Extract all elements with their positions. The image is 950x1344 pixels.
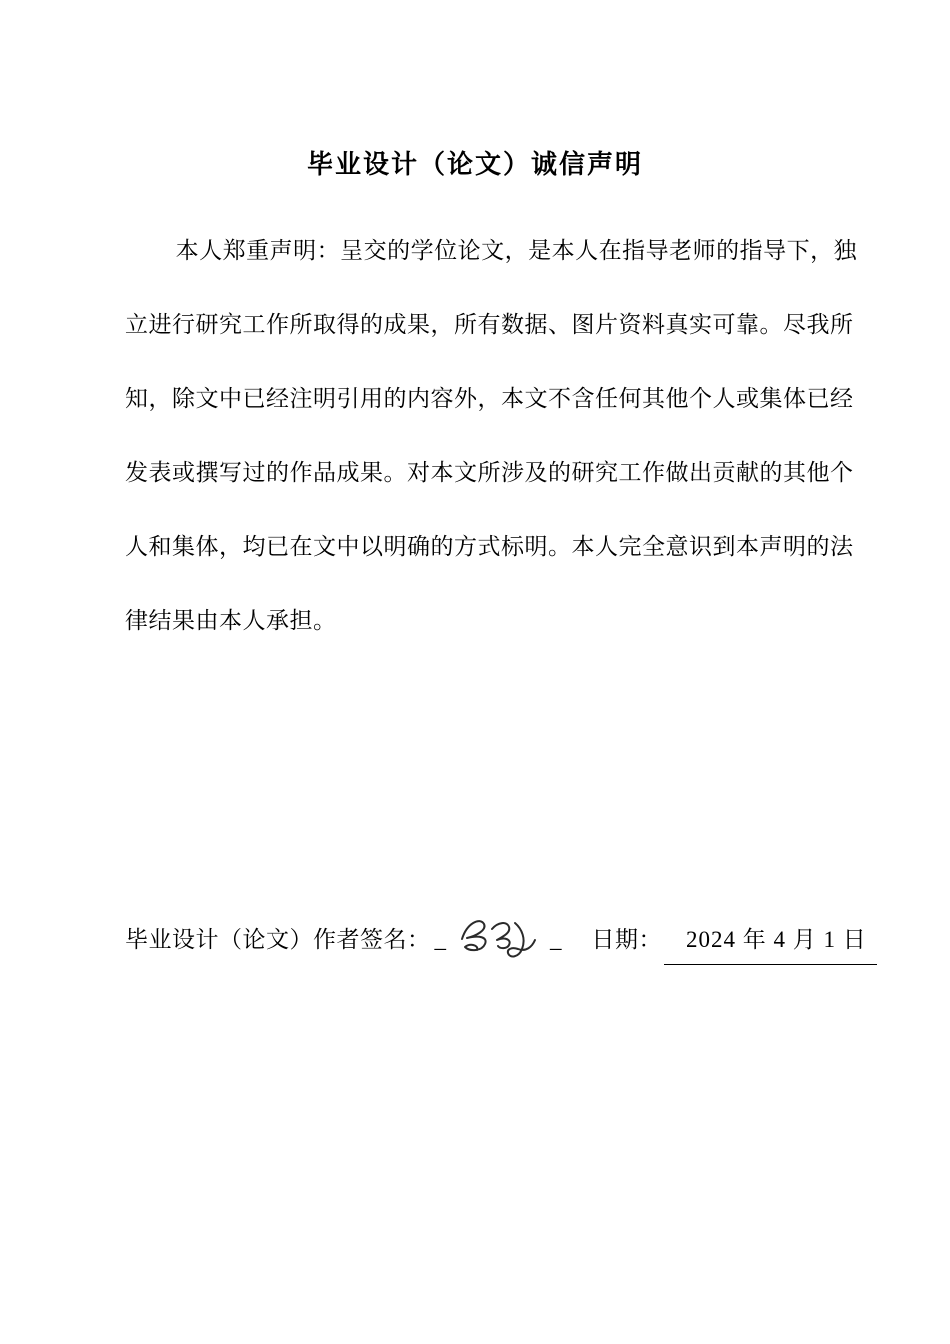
paragraph-line: 知，除文中已经注明引用的内容外，本文不含任何其他个人或集体已经: [125, 386, 854, 411]
paragraph-line: 本人郑重声明：呈交的学位论文，是本人在指导老师的指导下，独: [175, 238, 858, 263]
paragraph-line: 发表或撰写过的作品成果。对本文所涉及的研究工作做出贡献的其他个: [125, 460, 854, 485]
signature-row: [125, 893, 867, 965]
paragraph-line: 律结果由本人承担。: [125, 608, 337, 633]
handwritten-signature-icon: [452, 909, 544, 963]
page-title: 毕业设计（论文）诚信声明: [306, 149, 643, 179]
signature-underscore-left: _: [434, 927, 446, 952]
date-label: 日期：: [591, 927, 662, 952]
author-signature-label: 毕业设计（论文）作者签名：: [125, 927, 431, 952]
paragraph-line: 人和集体，均已在文中以明确的方式标明。本人完全意识到本声明的法: [125, 534, 854, 559]
signature-underscore-right: _: [550, 927, 562, 952]
declaration-paragraph: [125, 214, 858, 658]
paragraph-line: 立进行研究工作所取得的成果，所有数据、图片资料真实可靠。尽我所: [125, 312, 854, 337]
date-value: 2024 年 4 月 1 日: [664, 917, 877, 965]
